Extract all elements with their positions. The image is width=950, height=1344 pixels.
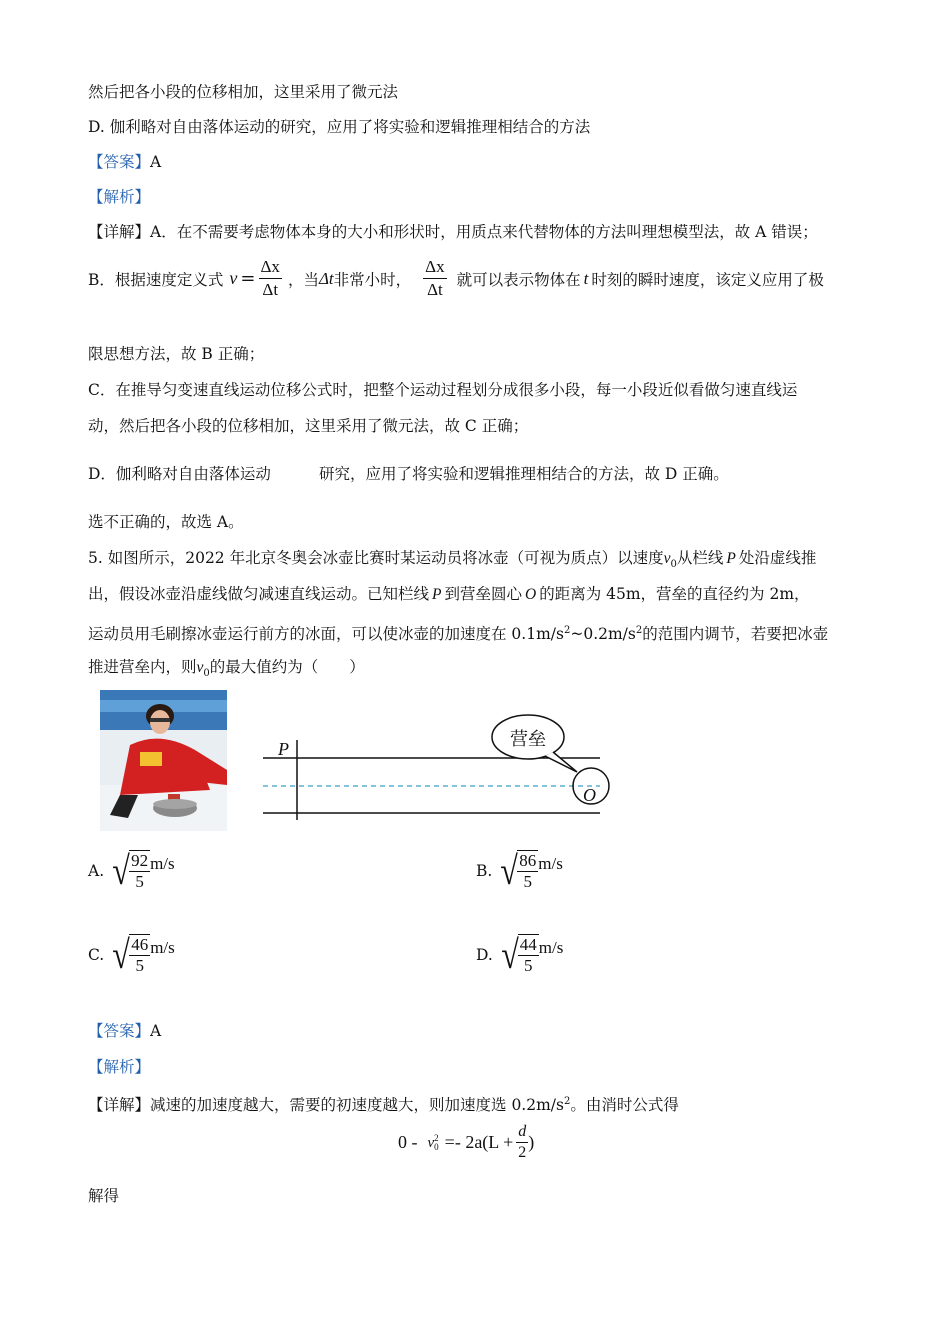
answer-tag: 【答案】	[88, 153, 151, 171]
detail-b-line	[88, 256, 824, 301]
option-b: B. √ $\frac{86}{5}$ m/s	[476, 848, 563, 893]
v-symbol: v	[229, 268, 238, 288]
detail-line-2: 【详解】减速的加速度越大，需要的初速度越大，则加速度选 $0.2m/s^2$。由消时公式得	[88, 1096, 679, 1115]
detail-c-line2: 动，然后把各小段的位移相加，这里采用了微元法，故 C 正确；	[88, 417, 529, 435]
denominator: Δt	[427, 280, 443, 299]
d-line-a: D．伽利略对自由落体运动	[88, 465, 271, 483]
equals-sign: =	[240, 268, 256, 289]
analysis-tag: 【解析】	[88, 188, 151, 206]
detail-b-line2: 限思想方法，故 B 正确；	[88, 345, 265, 363]
t-symbol: t	[583, 268, 589, 288]
delta-t: Δt	[318, 268, 334, 288]
b-post: 就可以表示物体在	[456, 270, 581, 289]
label-o: O	[583, 785, 596, 805]
ratio-fraction	[423, 256, 446, 301]
q5-line4: 推进营垒内，则$v_0$的最大值约为（ ）	[88, 658, 365, 680]
bubble-tail	[545, 752, 577, 772]
solve-line: 解得	[88, 1187, 120, 1205]
analysis-tag-2: 【解析】	[88, 1058, 151, 1076]
detail-c-line1: C．在推导匀变速直线运动位移公式时，把整个运动过程划分成很多小段，每一小段近似看做匀速直线运	[88, 381, 798, 399]
curler-photo	[100, 690, 227, 831]
conclusion-line: 选不正确的，故选 A。	[88, 513, 244, 531]
detail-a-text: A．在不需要考虑物体本身的大小和形状时，用质点来代替物体的方法叫理想模型法，故 A 错误；	[150, 223, 818, 241]
curling-diagram	[255, 700, 625, 820]
bubble-label: 营垒	[510, 729, 546, 750]
velocity-fraction	[259, 256, 282, 301]
q5-line1: 5. 如图所示，2022 年北京冬奥会冰壶比赛时某运动员将冰壶（可视为质点）以速度$v_0$从栏线 P 处沿虚线推	[88, 549, 817, 571]
text-line: 然后把各小段的位移相加，这里采用了微元法	[88, 83, 399, 101]
option-a: A. √ $\frac{92}{5}$ m/s	[88, 848, 175, 893]
option-d: D. √ $\frac{44}{5}$ m/s	[476, 932, 564, 977]
answer-value: A	[150, 153, 162, 171]
detail-line	[88, 222, 818, 242]
label-p: P	[278, 739, 289, 759]
q5-line3: 运动员用毛刷擦冰壶运行前方的冰面，可以使冰壶的加速度在 $0.1m/s^2\sim 0.2m/s^2$的范围内调节，若要把冰壶	[88, 625, 829, 644]
numerator: Δx	[259, 256, 282, 279]
detail-d-line	[88, 464, 729, 484]
q5-line2: 出，假设冰壶沿虚线做匀减速直线运动。已知栏线 P 到营垒圆心 O 的距离为 45m，营垒的直径约为 2m，	[88, 585, 810, 603]
answer-line	[88, 152, 161, 172]
answer-line-2: 【答案】A	[88, 1022, 162, 1040]
denominator: Δt	[262, 280, 279, 299]
option-c: C. √ $\frac{46}{5}$ m/s	[88, 932, 175, 977]
b-mid2: 非常小时，	[333, 270, 412, 289]
equation: 0 - v 2 0 =- 2a(L + $\frac{d}{2}$ )	[398, 1123, 535, 1161]
numerator: Δx	[423, 256, 446, 279]
detail-tag: 【详解】	[88, 223, 151, 241]
d-line-b: 研究，应用了将实验和逻辑推理相结合的方法，故 D 正确。	[318, 465, 729, 483]
option-d-text: D. 伽利略对自由落体运动的研究，应用了将实验和逻辑推理相结合的方法	[88, 118, 591, 136]
b-mid: ，当	[287, 270, 319, 289]
b-pre: B．根据速度定义式	[88, 270, 224, 289]
b-post2: 时刻的瞬时速度，该定义应用了极	[591, 270, 824, 289]
